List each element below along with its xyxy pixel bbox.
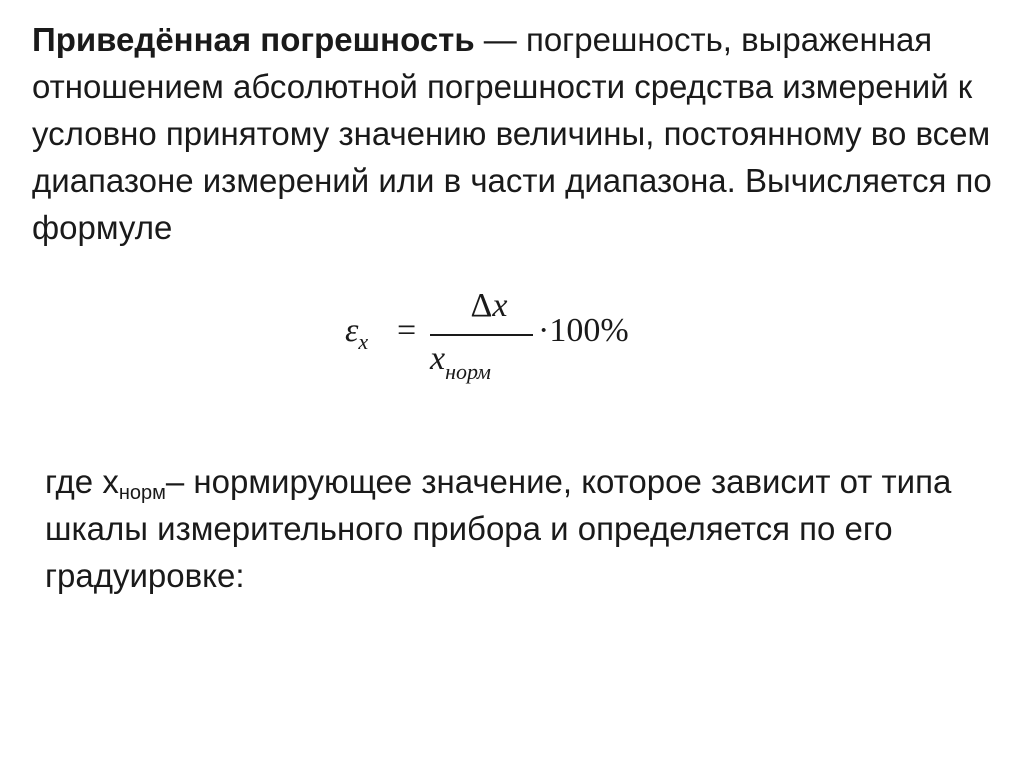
formula-numerator-var: x <box>492 287 508 324</box>
note-prefix: где x <box>45 463 119 500</box>
note-paragraph <box>45 458 985 599</box>
formula-epsilon: ε <box>345 312 359 349</box>
formula-denominator <box>430 340 491 385</box>
formula-numerator <box>454 287 524 325</box>
formula-delta: Δ <box>470 287 493 324</box>
formula-denominator-var: x <box>430 340 446 377</box>
formula-equals: = <box>397 312 417 349</box>
definition-text: — погрешность, выраженная отношением абсолютной погрешности средства измерений к условно принятому значению величины, постоянному во всем диапазоне измерений или в части диапазона. Вычисляется по формуле <box>32 21 992 246</box>
reduced-error-formula <box>340 286 660 396</box>
formula-lhs-subscript: x <box>358 329 369 354</box>
fraction-bar <box>430 334 533 336</box>
formula-multiplier: ·100% <box>538 312 629 349</box>
formula-lhs <box>345 312 368 355</box>
definition-paragraph <box>32 16 992 251</box>
formula-denominator-subscript: норм <box>445 359 491 384</box>
definition-term: Приведённая погрешность <box>32 21 475 58</box>
note-text: – нормирующее значение, которое зависит от типа шкалы измерительного прибора и определяется по его градуировке: <box>45 463 952 594</box>
note-subscript: норм <box>118 482 166 504</box>
